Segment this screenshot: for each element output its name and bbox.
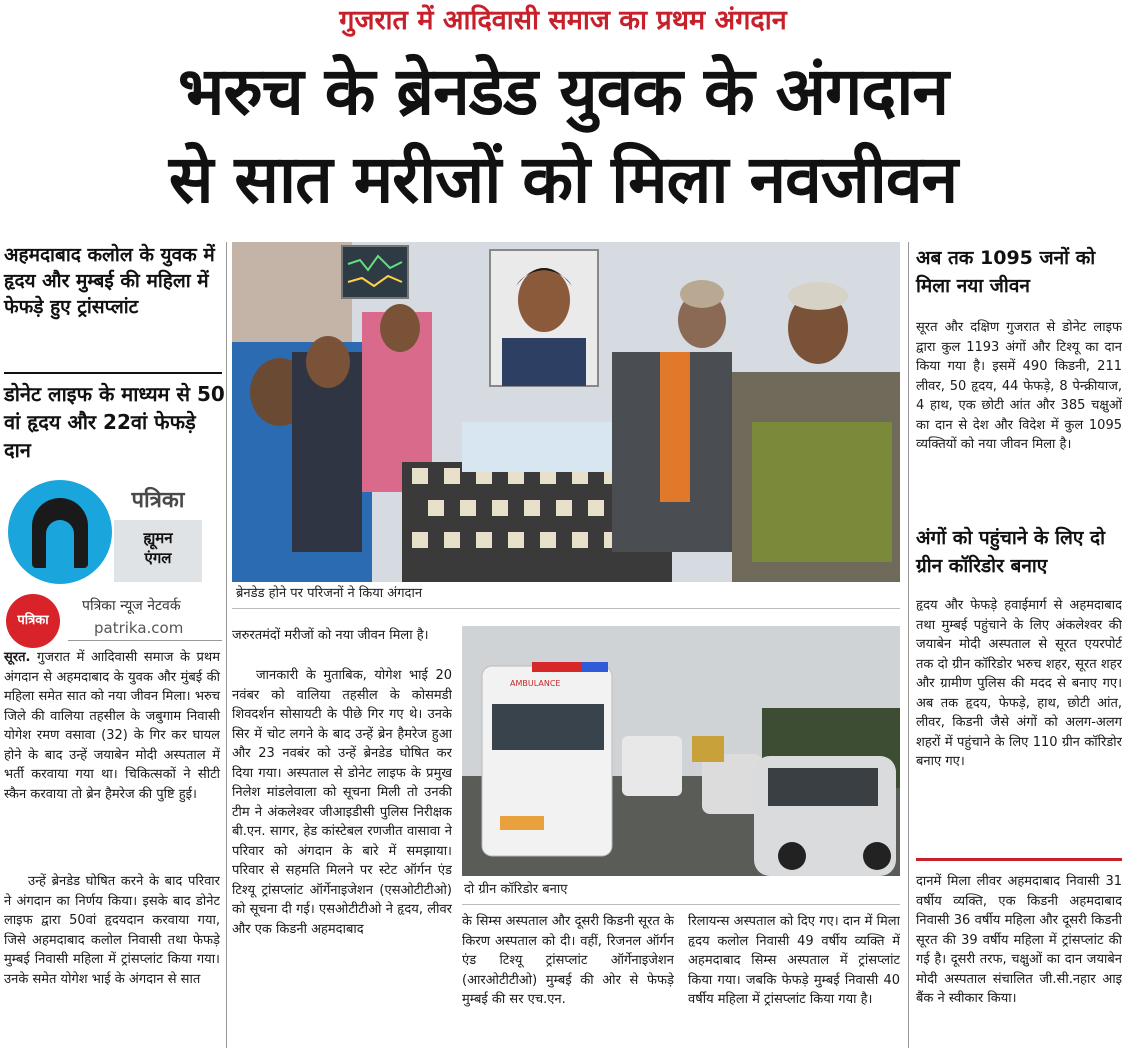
byline-divider — [68, 640, 222, 641]
story-col-4: रिलायन्स अस्पताल को दिए गए। दान में मिला हृदय कलोल निवासी 49 वर्षीय व्यक्ति में अहमदाबाद सिम्स अस्पताल में ट्रांसप्लांट किया गया। जबकि फेफड़े मुम्बई निवासी 40 वर्षीय महिला में ट्रांसप्लांट किया गया है। — [688, 914, 900, 1007]
divider — [4, 372, 222, 374]
headline-line-1: भरुच के ब्रेनडेड युवक के अंगदान — [178, 53, 948, 130]
ambulance-convoy-photo — [462, 626, 900, 876]
deck-2: डोनेट लाइफ के माध्यम से 50 वां हृदय और 22वां फेफड़े दान — [4, 382, 225, 462]
story-col-1 — [4, 648, 220, 804]
human-angle-glyph-icon — [32, 498, 88, 568]
sidebar-text-1: सूरत और दक्षिण गुजरात से डोनेट लाइफ द्वारा कुल 1193 अंगों और टिश्यू का दान किया गया है। इसमें 490 किडनी, 211 लीवर, 50 हृदय, 44 फेफड़े, 8 पेन्क्रीयाज, 4 हाथ, एक छोटी आंत और 385 चक्षुओं का दान से देश और विदेश में कुल 1095 व्यक्तियों को नया जीवन मिला है। — [916, 320, 1122, 452]
tag-line-2: एंगल — [144, 549, 172, 567]
column-separator — [226, 242, 227, 1048]
human-angle-tag — [114, 520, 202, 582]
column-separator — [908, 242, 909, 1048]
patrika-brand-text: पत्रिका — [131, 488, 185, 513]
sidebar-text-2: हृदय और फेफड़े हवाईमार्ग से अहमदाबाद तथा मुम्बई पहुंचाने के लिए अंकलेश्वर की जयाबेन मोदी अस्पताल से सूरत एयरपोर्ट तक दो ग्रीन कॉरिडोर भरुच शहर, सूरत शहर और ग्रामीण पुलिस की मदद से बनाए गए। अब तक हृदय, फेफड़े, हाथ, छोटी आंत, लीवर, किडनी जैसे अंगों को अलग-अलग शहरों में पहुंचाने के लिए 110 ग्रीन कॉरिडोर बनाए गए। — [916, 598, 1122, 769]
headline-line-2: से सात मरीजों को मिला नवजीवन — [168, 141, 958, 218]
story-col-1-p2: उन्हें ब्रेनडेड घोषित करने के बाद परिवार ने अंगदान का निर्णय किया। इसके बाद डोनेट लाइफ द्वारा 50वां हृदयदान करवाया गया, जिसे अहमदाबाद कलोल निवासी तथा फेफड़े मुम्बई निवासी महिला में ट्रांसप्लांट किया गया। उनके समेत योगेश भाई के अंगदान से सात — [4, 874, 220, 987]
hospital-scene-photo — [232, 242, 900, 582]
green-corridor-photo — [462, 626, 900, 876]
byline: पत्रिका न्यूज नेटवर्क — [82, 598, 181, 614]
byline-url: patrika.com — [94, 619, 184, 637]
kicker: गुजरात में आदिवासी समाज का प्रथम अंगदान — [339, 5, 787, 36]
story-col-3: के सिम्स अस्पताल और दूसरी किडनी सूरत के किरण अस्पताल को दी। वहीं, रिजनल ऑर्गन एंड टिश्यू ट्रांसप्लांट ऑर्गेनाइजेशन (आरओटीटीओ) मुम्बई की ओर से फेफड़े मुम्बई की सर एच.एन. — [462, 914, 674, 1007]
story-col-2: जरुरतमंदों मरीजों को नया जीवन मिला है। — [232, 628, 429, 643]
story-col-2-p2: जानकारी के मुताबिक, योगेश भाई 20 नवंबर को वालिया तहसील के कोसमडी शिवदर्शन सोसायटी के पीछे गिर गए थे। उनके सिर में चोट लगने के बाद उन्हें ब्रेन हैमरेज हुआ और 23 नवबंर को उन्हें ब्रेनडेड घोषित कर दिया गया। अस्पताल से डोनेट लाइफ के प्रमुख निलेश मांडलेवाला को सूचना मिली तो उनकी टीम ने अंकलेश्वर जीआइडीसी पुलिस निरीक्षक बी.एन. सागर, हेड कांस्टेबल रणजीत वासावा ने परिवार को अंगदान के बारे में समझाया। परिवार से सहमति मिलने पर स्टेट ऑर्गन एंड टिश्यू ट्रांसप्लांट ऑर्गेनाइजेशन (एसओटीटीओ) को सूचना दी गई। एसओटीटीओ ने हृदय, लीवर और एक किडनी अहमदाबाद — [232, 668, 452, 937]
tag-line-1: ह्यूमन — [143, 529, 173, 547]
dateline: सूरत. — [4, 650, 31, 665]
sidebar-head-1: अब तक 1095 जनों को मिला नया जीवन — [916, 247, 1096, 297]
caption-divider — [232, 608, 900, 609]
patrika-logo: पत्रिका — [6, 594, 60, 648]
main-photo — [232, 242, 900, 582]
ambulance-marking: AMBULANCE — [510, 679, 561, 688]
deck-1: अहमदाबाद कलोल के युवक में हृदय और मुम्बई की महिला में फेफड़े हुए ट्रांसप्लांट — [4, 244, 215, 318]
sidebar-head-2: अंगों को पहुंचाने के लिए दो ग्रीन कॉरिडोर बनाए — [916, 527, 1106, 577]
caption-divider-2 — [462, 904, 900, 905]
human-angle-logo — [8, 480, 112, 584]
main-photo-caption: ब्रेनडेड होने पर परिजनों ने किया अंगदान — [236, 586, 423, 601]
sidebar-text-3: दानमें मिला लीवर अहमदाबाद निवासी 31 वर्षीय व्यक्ति, एक किडनी अहमदाबाद निवासी 36 वर्षीय महिला और दूसरी किडनी सूरत की 39 वर्षीय महिला में ट्रांसप्लांट की गई है। दूसरी तरफ, चक्षुओं का दान जयाबेन मोदी अस्पताल संचालित जी.सी.नहार आइ बैंक ने स्वीकार किया। — [916, 874, 1122, 1006]
sidebar-divider — [916, 858, 1122, 861]
story-col-1-text: गुजरात में आदिवासी समाज के प्रथम अंगदान से अहमदाबाद के युवक और मुंबई की महिला समेत सात को नया जीवन मिला। भरुच जिले की वालिया तहसील के जबुगाम निवासी योगेश रमण वसावा (32) के गिर कर घायल होने के बाद उन्हें जयाबेन मोदी अस्पताल में भर्ती करवाया गया था। चिकित्सकों ने सीटी स्कैन करवाया तो ब्रेन हैमरेज की पुष्टि हुई। — [4, 650, 220, 802]
corridor-photo-caption: दो ग्रीन कॉरिडोर बनाए — [464, 882, 568, 897]
